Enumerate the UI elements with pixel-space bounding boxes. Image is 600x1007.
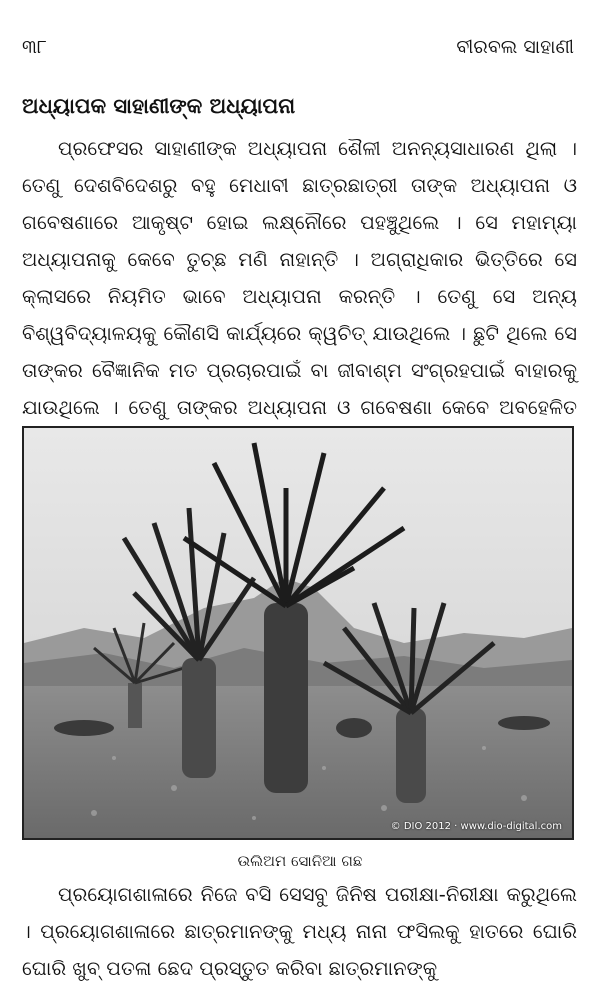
cycad-photo-illustration xyxy=(24,428,572,838)
body-paragraph-1: ପ୍ରଫେସର ସାହାଣୀଙ୍କ ଅଧ୍ୟାପନା ଶୈଳୀ ଅନନ୍ୟସାଧାରଣ ଥିଲା । ତେଣୁ ଦେଶବିଦେଶରୁ ବହୁ ମେଧାବୀ ଛାତ୍ରଛାତ୍ରୀ ତାଙ୍କ ଅଧ୍ୟାପନା ଓ ଗବେଷଣାରେ ଆକୃଷ୍ଟ ହୋଇ ଲକ୍ଷ୍ନୌରେ ପହଞ୍ଚୁଥିଲେ । ସେ ମହାମ୍ୟା ଅଧ୍ୟାପନାକୁ କେବେ ତୁଚ୍ଛ ମଣି ନାହାନ୍ତି । ଅଗ୍ରାଧିକାର ଭିତ୍ତିରେ ସେ କ୍ଲାସରେ ନିୟମିତ ଭାବେ ଅଧ୍ୟାପନା କରନ୍ତି । ତେଣୁ ସେ ଅନ୍ୟ ବିଶ୍ୱବିଦ୍ୟାଳୟକୁ କୌଣସି କାର୍ଯ୍ୟରେ କ୍ୱଚିତ୍ ଯାଉଥିଲେ । ଛୁଟି ଥିଲେ ସେ ତାଙ୍କର ବୈଜ୍ଞାନିକ ମତ ପ୍ରଚାରପାଇଁ ବା ଜୀବାଶ୍ମ ସଂଗ୍ରହପାଇଁ ବାହାରକୁ ଯାଉଥିଲେ । ତେଣୁ ତାଙ୍କର ଅଧ୍ୟାପନା ଓ ଗବେଷଣା କେବେ ଅବହେଳିତ xyxy=(22,137,577,419)
body-paragraph-2: ପ୍ରୟୋଗଶାଳାରେ ନିଜେ ବସି ସେସବୁ ଜିନିଷ ପରୀକ୍ଷା-ନିରୀକ୍ଷା କରୁଥିଲେ । ପ୍ରୟୋଗଶାଳାରେ ଛାତ୍ରମାନଙ୍କୁ ମଧ୍ୟ ନାନା ଫସିଲକୁ ହାତରେ ଘୋରି ଘୋରି ଖୁବ୍ ପତଳା ଛେଦ ପ୍ରସ୍ତୁତ କରିବା ଛାତ୍ରମାନଙ୍କୁ xyxy=(22,883,577,980)
figure-caption: ଉଲିଅମ ସୋନିଆ ଗଛ xyxy=(237,852,363,870)
page-number: ୩୮ xyxy=(22,36,47,58)
running-title: ବୀରବଲ ସାହାଣୀ xyxy=(456,36,574,58)
photo-watermark: © DIO 2012 · www.dio-digital.com xyxy=(390,821,562,832)
section-heading: ଅଧ୍ୟାପକ ସାହାଣୀଙ୍କ ଅଧ୍ୟାପନା xyxy=(22,94,296,118)
cycad-photo xyxy=(22,426,574,840)
